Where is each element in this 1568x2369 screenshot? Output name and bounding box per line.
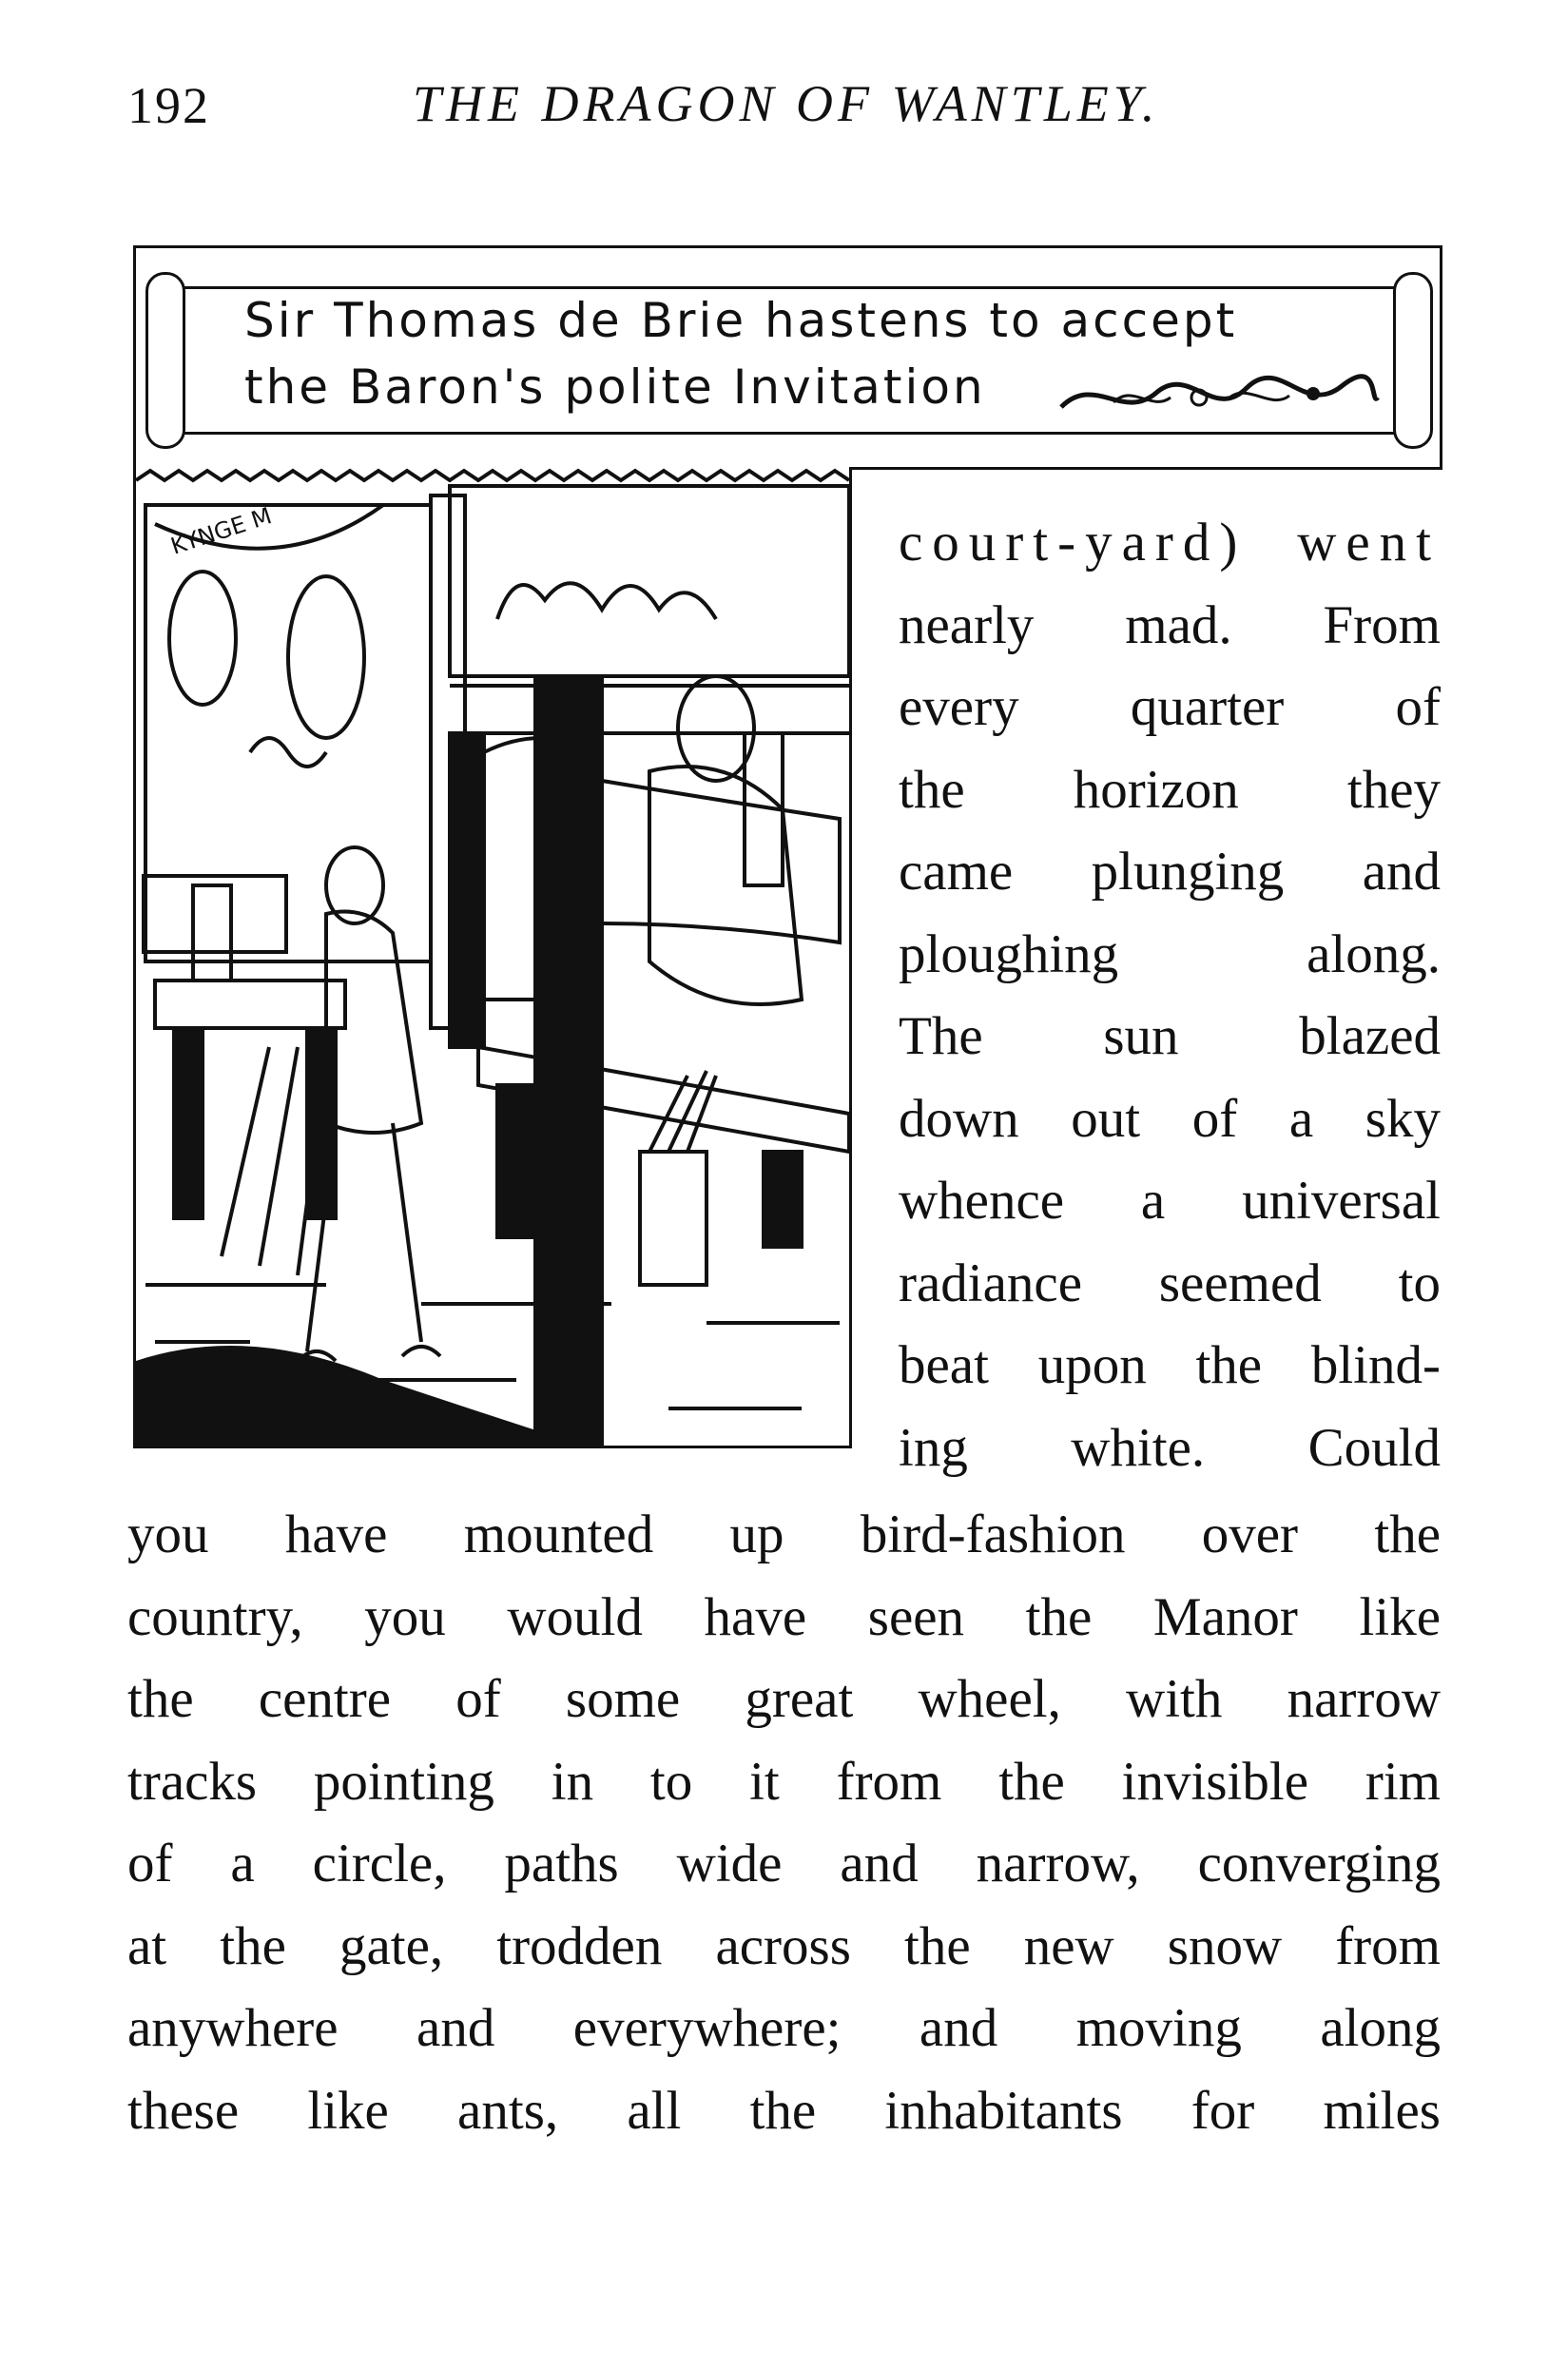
text-line: whence a universal	[899, 1171, 1441, 1231]
text-line: court-yard) went	[899, 513, 1441, 573]
text-line: country, you would have seen the Manor like	[127, 1586, 1441, 1647]
flourish-ornament	[1056, 369, 1380, 426]
bedroom-scene-drawing	[136, 467, 849, 1446]
text-line: ing white. Could	[899, 1417, 1441, 1478]
text-line: these like ants, all the inhabitants for miles	[127, 2080, 1441, 2141]
text-line: of a circle, paths wide and narrow, converging	[127, 1834, 1441, 1893]
text-line: came plunging and	[899, 842, 1441, 902]
text-line: The sun blazed	[899, 1006, 1441, 1066]
text-line: at the gate, trodden across the new snow from	[127, 1915, 1441, 1976]
running-title: THE DRAGON OF WANTLEY.	[413, 75, 1160, 132]
text-line: beat upon the blind-	[899, 1335, 1441, 1395]
page-number: 192	[127, 77, 210, 134]
caption-box	[133, 245, 1442, 470]
caption-scroll	[170, 286, 1408, 435]
text-line: tracks pointing in to it from the invisible rim	[127, 1751, 1441, 1812]
text-line: every quarter of	[899, 677, 1441, 737]
text-line: you have mounted up bird-fashion over the	[127, 1505, 1441, 1564]
caption-line-2: the Baron's polite Invitation	[244, 359, 986, 415]
text-line: radiance seemed to	[899, 1252, 1441, 1313]
text-line: nearly mad. From	[899, 594, 1441, 655]
caption-line-1: Sir Thomas de Brie hastens to accept	[244, 293, 1238, 348]
page-header	[127, 68, 1440, 154]
wide-text-column	[127, 1494, 1441, 2152]
text-line: the centre of some great wheel, with narrow	[127, 1669, 1441, 1729]
banner-text: KYNGE M	[167, 502, 276, 560]
text-line: anywhere and everywhere; and moving along	[127, 1998, 1441, 2058]
narrow-text-column	[899, 502, 1441, 1489]
text-line: ploughing along.	[899, 923, 1441, 984]
text-line: the horizon they	[899, 759, 1441, 820]
text-line: down out of a sky	[899, 1088, 1441, 1149]
bedroom-illustration	[133, 467, 852, 1448]
